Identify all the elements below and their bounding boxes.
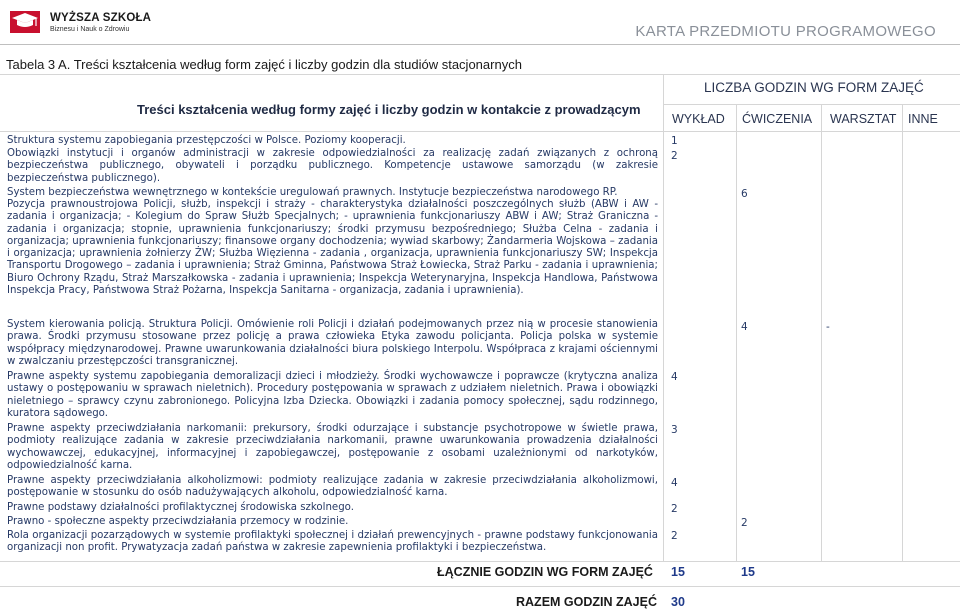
document-title: KARTA PRZEDMIOTU PROGRAMOWEGO	[635, 23, 936, 40]
column-header-cwiczenia: ĆWICZENIA	[742, 112, 813, 126]
content-column-divider	[663, 74, 664, 562]
grand-total-label: RAZEM GODZIN ZAJĘĆ	[516, 595, 657, 609]
col-divider-1	[736, 104, 737, 562]
cell-cwiczenia: 6	[741, 188, 748, 200]
total-hours-label: ŁĄCZNIE GODZIN WG FORM ZAJĘĆ	[437, 565, 653, 579]
column-header-wyklad: WYKŁAD	[672, 112, 725, 126]
table-row-content: Prawne aspekty przeciwdziałania alkoholizmowi: podmioty realizujące zadania w zakresie przeciwdziałania alkoholizmowi, postępowanie w stosunku do osób nadużywających alkoholu, odpowiedzialność karna.	[7, 475, 658, 499]
logo-subtitle: Biznesu i Nauk o Zdrowiu	[50, 26, 130, 33]
header-bottom-divider	[0, 131, 960, 132]
cell-wyklad: 4	[671, 371, 678, 383]
table-row-content: Pozycja prawnoustrojowa Policji, służb, inspekcji i straży - charakterystyka działalności poszczególnych służb (ABW i AW - zadania i organizacja; - Kolegium do Spraw Służb Specjalnych; - uprawnienia funkcjonariuszy ABW i AW; Straż Graniczna - zadania i organizacja; stopnie, uprawnienia funkcjonariuszy; środki przymusu bezpośredniego; Służba Celna - zadania i organizacja; uprawnienia funkcjonariuszy; finansowe organy dochodzenia; wywiad skarbowy; Żandarmeria Wojskowa – zadania i organizacja; uprawnienia żołnierzy ŻW; Służba Więzienna - zadania , organizacja, uprawnienia funkcjonariuszy SW; Inspekcja Transportu Drogowego – zadania i uprawnienia; Straż Gminna, Państwowa Straż Łowiecka, Straż Parku - zadania i uprawnienia; Biuro Ochrony Rządu, Straż Marszałkowska - zadania i uprawnienia; Inspekcja Weterynaryjna, Inspekcja Handlowa, Państwowa Inspekcja Pracy, Państwowa Straż Pożarna, Inspekcja Sanitarna - organizacja, zadania i uprawnienia).	[7, 199, 658, 297]
cell-wyklad: 2	[671, 150, 678, 162]
table-row-content: System bezpieczeństwa wewnętrznego w kontekście uregulowań prawnych. Instytucje bezpieczeństwa narodowego RP.	[7, 187, 618, 198]
column-header-inne: INNE	[908, 112, 938, 126]
col-divider-3	[902, 104, 903, 562]
totals-divider	[0, 586, 960, 587]
column-header-warsztat: WARSZTAT	[830, 112, 897, 126]
grand-total-value: 30	[671, 595, 685, 609]
cell-wyklad: 4	[671, 477, 678, 489]
table-row-content: Prawne aspekty przeciwdziałania narkomanii: prekursory, środki odurzające i substancje psychotropowe w świetle prawa, podmioty realizujące zadania w zakresie przeciwdziałania narkomanii, prawne uwarunkowania prowadzenia działalności wychowawczej, edukacyjnej, informacyjnej i zapobiegawczej, postępowanie z osobami uzależnionymi od narkotyków, odpowiedzialność karna.	[7, 423, 658, 471]
table-row-content: Prawne podstawy działalności profilaktycznej środowiska szkolnego.	[7, 502, 354, 513]
table-row-content: Prawno - społeczne aspekty przeciwdziałania przemocy w rodzinie.	[7, 516, 349, 527]
content-column-header: Treści kształcenia według formy zajęć i liczby godzin w kontakcie z prowadzącym	[137, 102, 641, 117]
total-wyklad-value: 15	[671, 565, 685, 579]
graduation-cap-icon	[10, 7, 46, 35]
header-columns-divider	[663, 104, 960, 105]
cell-warsztat: -	[826, 321, 830, 333]
cell-wyklad: 1	[671, 135, 678, 147]
table-row-content: Obowiązki instytucji i organów administracji w zakresie odpowiedzialności za realizację zadań związanych z ochroną bezpieczeństwa publicznego, obywateli i porządku publicznego. Kompetencje ustawowe samorządu (w zakresie bezpieczeństwa publicznego).	[7, 148, 658, 184]
total-cwiczenia-value: 15	[741, 565, 755, 579]
table-border-bottom	[0, 561, 960, 562]
table-border-top	[0, 74, 960, 75]
school-logo	[10, 4, 152, 36]
header-divider	[0, 44, 960, 45]
table-caption: Tabela 3 A. Treści kształcenia według form zajęć i liczby godzin dla studiów stacjonarnych	[6, 57, 522, 72]
logo-title: WYŻSZA SZKOŁA	[50, 12, 152, 24]
col-divider-2	[821, 104, 822, 562]
table-row-content: Prawne aspekty systemu zapobiegania demoralizacji dzieci i młodzieży. Środki wychowawcze i poprawcze (krytyczna analiza ustawy o postępowaniu w sprawach nieletnich). Procedury postępowania w sprawach z udziałem nieletnich. Prawa i obowiązki nieletniego – sprawcy czynu zabronionego. Policyjna Izba Dziecka. Obowiązki i zadania pomocy społecznej, sądu rodzinnego, kuratora sądowego.	[7, 371, 658, 419]
cell-wyklad: 3	[671, 424, 678, 436]
cell-wyklad: 2	[671, 530, 678, 542]
cell-cwiczenia: 4	[741, 321, 748, 333]
cell-wyklad: 2	[671, 503, 678, 515]
table-row-content: System kierowania policją. Struktura Policji. Omówienie roli Policji i działań podejmowanych przez nią w procesie stanowienia prawa. Środki przymusu stosowane przez policję a prawa człowieka Etyka zawodu policjanta. Policja polska w systemie współpracy międzynarodowej. Prawne uwarunkowania działalności biura polskiego Interpolu. Współpraca z krajami ościennymi w zwalczaniu przestępczości transgranicznej.	[7, 319, 658, 367]
cell-cwiczenia: 2	[741, 517, 748, 529]
table-row-content: Struktura systemu zapobiegania przestępczości w Polsce. Poziomy kooperacji.	[7, 135, 406, 146]
hours-header: LICZBA GODZIN WG FORM ZAJĘĆ	[704, 80, 924, 95]
table-row-content: Rola organizacji pozarządowych w systemie profilaktyki społecznej i działań prewencyjnych - prawne podstawy funkcjonowania organizacji non profit. Prywatyzacja zadań państwa w zakresie zapewnienia profilaktyki i bezpieczeństwa.	[7, 530, 658, 554]
